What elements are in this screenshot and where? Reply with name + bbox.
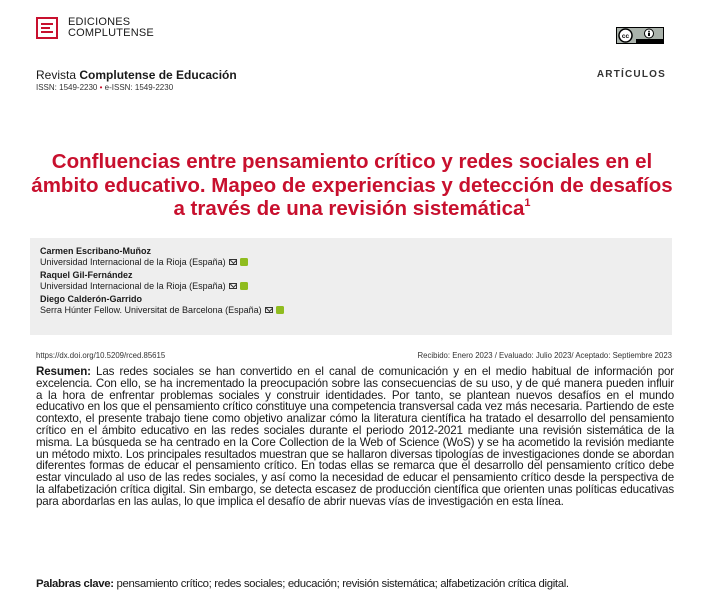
author-affiliation xyxy=(40,281,672,291)
abstract xyxy=(36,366,674,508)
author-entry xyxy=(40,246,672,267)
affiliation-text: Serra Húnter Fellow. Universitat de Barcelona (España) xyxy=(40,305,262,315)
publisher-name-line2: COMPLUTENSE xyxy=(68,27,154,39)
author-entry xyxy=(40,294,672,315)
author-name: Diego Calderón-Garrido xyxy=(40,294,143,304)
orcid-icon[interactable] xyxy=(240,258,248,266)
journal-issn xyxy=(36,82,237,93)
publisher-name xyxy=(68,17,154,39)
author-entry xyxy=(40,270,672,291)
section-label: ARTÍCULOS xyxy=(596,69,666,80)
orcid-icon[interactable] xyxy=(240,282,248,290)
svg-text:cc: cc xyxy=(621,33,630,40)
email-icon[interactable] xyxy=(229,283,237,289)
publisher-header xyxy=(36,17,154,39)
review-dates: Recibido: Enero 2023 / Evaluado: Julio 2023/ Aceptado: Septiembre 2023 xyxy=(417,351,672,360)
authors-box xyxy=(30,238,672,335)
keywords-text: pensamiento crítico; redes sociales; educación; revisión sistemática; alfabetización crítica digital. xyxy=(113,578,569,590)
orcid-icon[interactable] xyxy=(276,306,284,314)
keywords xyxy=(36,578,674,590)
email-icon[interactable] xyxy=(229,259,237,265)
author-name: Carmen Escribano-Muñoz xyxy=(40,246,152,256)
doi-link[interactable]: https://dx.doi.org/10.5209/rced.85615 xyxy=(36,351,166,360)
keywords-label: Palabras clave: xyxy=(36,578,114,590)
publisher-name-line1: EDICIONES xyxy=(68,16,131,28)
eissn: e-ISSN: 1549-2230 xyxy=(104,83,174,92)
journal-title xyxy=(36,68,237,82)
affiliation-text: Universidad Internacional de la Rioja (España) xyxy=(40,281,226,291)
author-affiliation xyxy=(40,257,672,267)
article-meta xyxy=(36,351,672,360)
article-title-text: Confluencias entre pensamiento crítico y redes sociales en el ámbito educativo. Mapeo de experiencias y detección de desafíos a través de una revisión sistemática xyxy=(31,150,673,220)
creative-commons-by-icon[interactable] xyxy=(616,27,664,44)
article-title xyxy=(30,150,674,221)
abstract-text: Las redes sociales se han convertido en el canal de comunicación y en el medio habitual de información por excelencia. Con ello, se ha incrementado la preocupación sobre las consecuencias de su uso, y de qué manera pueden influir a la hora de enfrentar problemas sociales y construir identidades. Por tanto, se plantean nuevos desafíos en el mundo educativo en los que el pensamiento crítico constituye una competencia transversal cada vez más necesaria. Partiendo de este contexto, el presente trabajo tiene como objetivo analizar cómo la literatura científica ha tratado el desarrollo del pensamiento crítico en el ámbito educativo en las redes sociales durante el periodo 2012-2021 mediante una revisión sistemática de la misma. La búsqueda se ha centrado en la Core Collection de la Web of Science (WoS) y se ha acometido la revisión mediante un método mixto. Los principales resultados muestran que se hallaron diversas tipologías de investigaciones donde se abordan diferentes formas de educar el pensamiento crítico. En todas ellas se remarca que el desarrollo del pensamiento crítico debe estar vinculado al uso de las redes sociales, y así como la necesidad de educar el pensamiento crítico desde la perspectiva de la alfabetización crítica digital. Sin embargo, se detecta escasez de producción científica que orienten unas políticas educativas para abordarlas en las aulas, lo que implica el desafío de abrir nuevas vías de investigación en esta línea. xyxy=(36,365,674,508)
journal-name: Complutense de Educación xyxy=(79,68,237,82)
author-name: Raquel Gil-Fernández xyxy=(40,270,133,280)
journal-info xyxy=(36,68,237,93)
affiliation-text: Universidad Internacional de la Rioja (España) xyxy=(40,257,226,267)
author-affiliation xyxy=(40,305,672,315)
ediciones-complutense-logo-icon xyxy=(36,17,58,39)
issn: ISSN: 1549-2230 xyxy=(36,83,98,92)
abstract-label: Resumen: xyxy=(36,365,91,378)
title-footnote-marker[interactable]: 1 xyxy=(524,197,531,209)
email-icon[interactable] xyxy=(265,307,273,313)
issn-separator: • xyxy=(99,83,103,92)
journal-prefix: Revista xyxy=(36,68,77,82)
